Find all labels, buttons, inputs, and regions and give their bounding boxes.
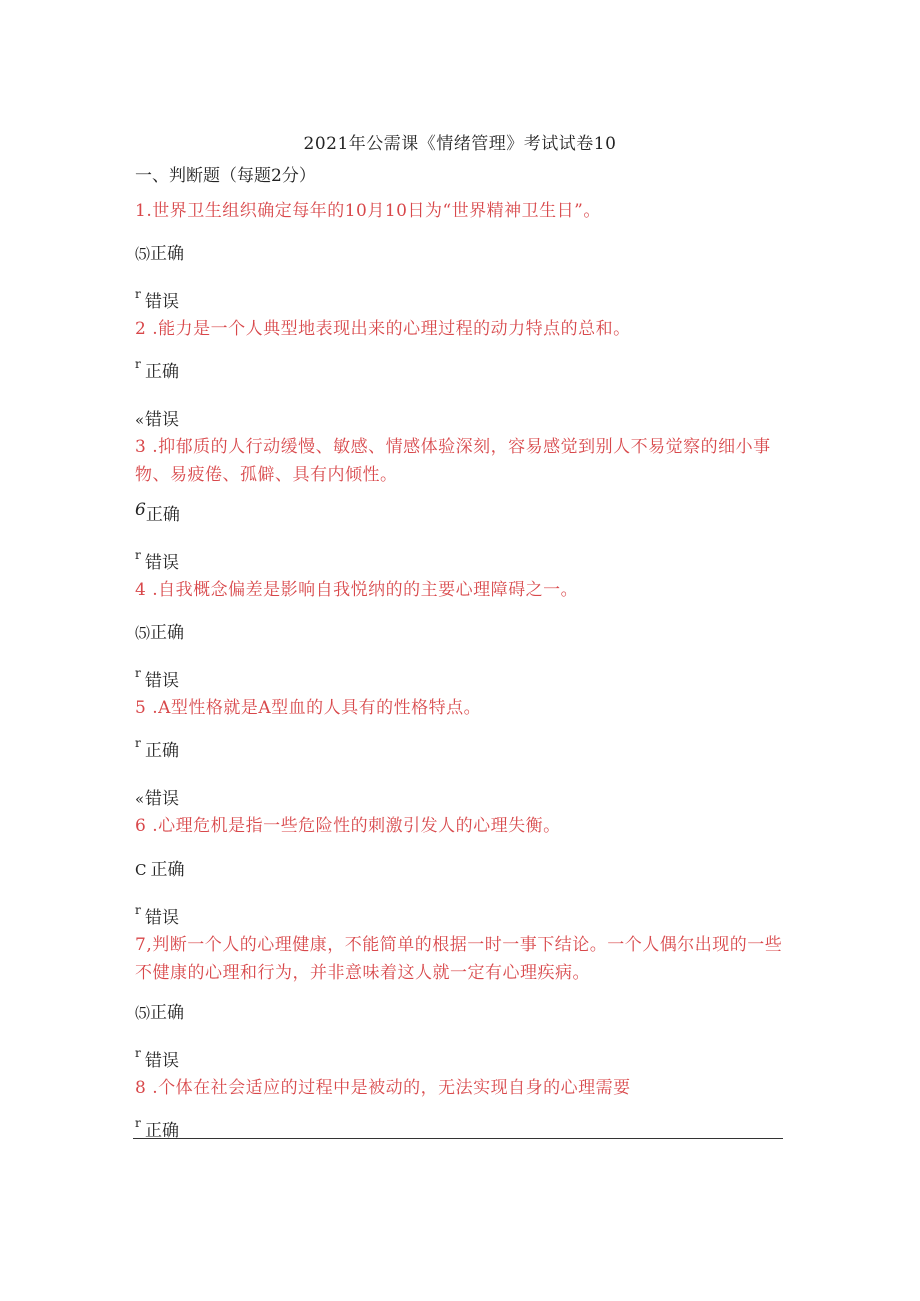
question-1	[135, 197, 785, 225]
question-2	[135, 315, 785, 343]
question-text: 1.世界卫生组织确定每年的10月10日为“世界精神卫生日”。	[135, 201, 601, 221]
option-wrong[interactable]	[135, 548, 179, 573]
option-correct[interactable]	[135, 500, 180, 525]
question-text: 3 .抑郁质的人行动缓慢、敏感、情感体验深刻，容易感觉到别人不易觉察的细小事物、易疲倦、孤僻、具有内倾性。	[135, 437, 771, 485]
option-label: 正确	[150, 1003, 185, 1023]
radio-marker[interactable]: r	[135, 1046, 141, 1060]
option-wrong[interactable]	[135, 903, 179, 928]
option-label: 正确	[150, 860, 185, 880]
option-label: 错误	[145, 789, 179, 809]
radio-marker[interactable]: «	[135, 790, 145, 808]
radio-marker[interactable]: r	[135, 287, 141, 301]
question-text: 5 .A型性格就是A型血的人具有的性格特点。	[135, 698, 482, 718]
question-7	[135, 931, 785, 987]
option-correct[interactable]	[135, 998, 184, 1023]
radio-marker[interactable]: ⑸	[135, 245, 151, 263]
question-5	[135, 694, 785, 722]
radio-marker[interactable]: r	[135, 1116, 141, 1130]
document-title: 2021年公需课《情绪管理》考试试卷10	[303, 134, 617, 154]
option-label: 错误	[145, 908, 179, 928]
option-label: 正确	[150, 623, 185, 643]
question-text: 4 .自我概念偏差是影响自我悦纳的的主要心理障碍之一。	[135, 580, 579, 600]
radio-marker[interactable]: 6	[135, 500, 146, 520]
option-label: 错误	[145, 553, 179, 573]
option-correct[interactable]	[135, 855, 184, 880]
radio-marker[interactable]: r	[135, 666, 141, 680]
question-8	[135, 1074, 785, 1102]
question-text: 8 .个体在社会适应的过程中是被动的，无法实现自身的心理需要	[135, 1078, 631, 1098]
option-correct[interactable]	[135, 736, 179, 761]
footer-divider	[133, 1138, 783, 1139]
question-text: 6 .心理危机是指一些危险性的刺激引发人的心理失衡。	[135, 816, 561, 836]
option-label: 错误	[145, 1051, 179, 1071]
question-6	[135, 812, 785, 840]
radio-marker[interactable]: ⑸	[135, 1004, 151, 1022]
question-text: 7,判断一个人的心理健康，不能简单的根据一时一事下结论。一个人偶尔出现的一些不健康的心理和行为，并非意味着这人就一定有心理疾病。	[135, 935, 783, 983]
option-wrong[interactable]	[135, 287, 179, 312]
option-correct[interactable]	[135, 618, 184, 643]
question-text: 2 .能力是一个人典型地表现出来的心理过程的动力特点的总和。	[135, 319, 631, 339]
option-wrong[interactable]	[135, 405, 179, 430]
question-3	[135, 433, 785, 489]
section-heading: 一、判断题（每题2分）	[135, 166, 316, 186]
option-wrong[interactable]	[135, 784, 179, 809]
option-wrong[interactable]	[135, 1046, 179, 1071]
option-label: 正确	[145, 741, 179, 761]
question-4	[135, 576, 785, 604]
option-label: 正确	[150, 244, 185, 264]
option-label: 正确	[145, 362, 179, 382]
radio-marker[interactable]: r	[135, 903, 141, 917]
radio-marker[interactable]: «	[135, 411, 145, 429]
option-label: 错误	[145, 671, 179, 691]
radio-marker[interactable]: r	[135, 736, 141, 750]
radio-marker[interactable]: ⑸	[135, 624, 151, 642]
option-correct[interactable]	[135, 239, 184, 264]
option-label: 正确	[145, 1121, 179, 1141]
radio-marker[interactable]: r	[135, 548, 141, 562]
option-label: 正确	[145, 505, 180, 525]
option-label: 错误	[145, 292, 179, 312]
radio-marker[interactable]: r	[135, 357, 141, 371]
option-correct[interactable]	[135, 357, 179, 382]
option-wrong[interactable]	[135, 666, 179, 691]
radio-marker[interactable]: C	[135, 861, 147, 879]
option-label: 错误	[145, 410, 179, 430]
